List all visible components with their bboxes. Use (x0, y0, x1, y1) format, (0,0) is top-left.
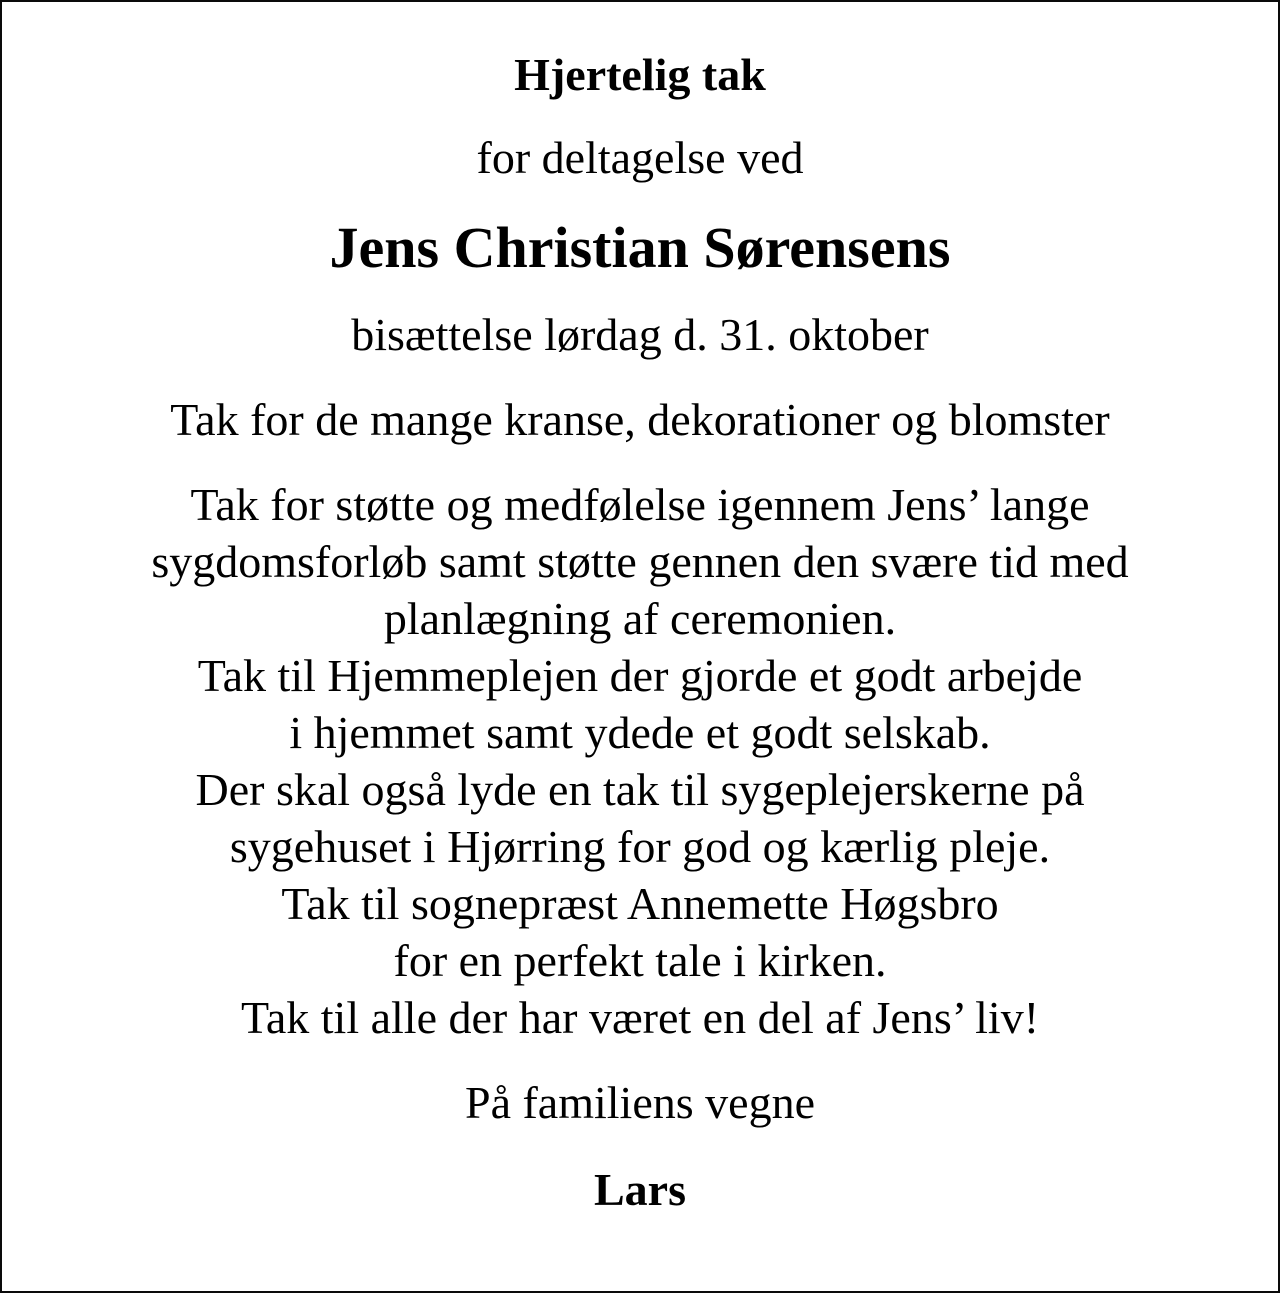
thanks-paragraph (2, 476, 1278, 1046)
thanks-paragraph-line: sygdomsforløb samt støtte gennen den svære tid med (151, 536, 1129, 587)
thanks-paragraph-line: Tak for støtte og medfølelse igennem Jens’ lange (190, 479, 1090, 530)
thanks-paragraph-line: Tak til alle der har været en del af Jens’ liv! (240, 992, 1040, 1043)
flowers-thanks-line: Tak for de mange kranse, dekorationer og blomster (170, 394, 1110, 445)
notice-subtitle: for deltagelse ved (476, 132, 804, 183)
closing-line: På familiens vegne (464, 1077, 815, 1128)
thanks-paragraph-line: i hjemmet samt ydede et godt selskab. (289, 707, 991, 758)
thanks-paragraph-line: for en perfekt tale i kirken. (393, 935, 887, 986)
event-line: bisættelse lørdag d. 31. oktober (351, 309, 929, 360)
signature: Lars (594, 1164, 686, 1215)
thanks-paragraph-line: sygehuset i Hjørring for god og kærlig pleje. (229, 821, 1051, 872)
notice-title: Hjertelig tak (514, 49, 766, 100)
thanks-paragraph-line: planlægning af ceremonien. (383, 593, 897, 644)
thanks-paragraph-line: Tak til sognepræst Annemette Høgsbro (281, 878, 999, 929)
thanks-paragraph-line: Der skal også lyde en tak til sygeplejerskerne på (195, 764, 1085, 815)
deceased-name: Jens Christian Sørensens (329, 215, 951, 280)
thanks-paragraph-line: Tak til Hjemmeplejen der gjorde et godt arbejde (197, 650, 1083, 701)
